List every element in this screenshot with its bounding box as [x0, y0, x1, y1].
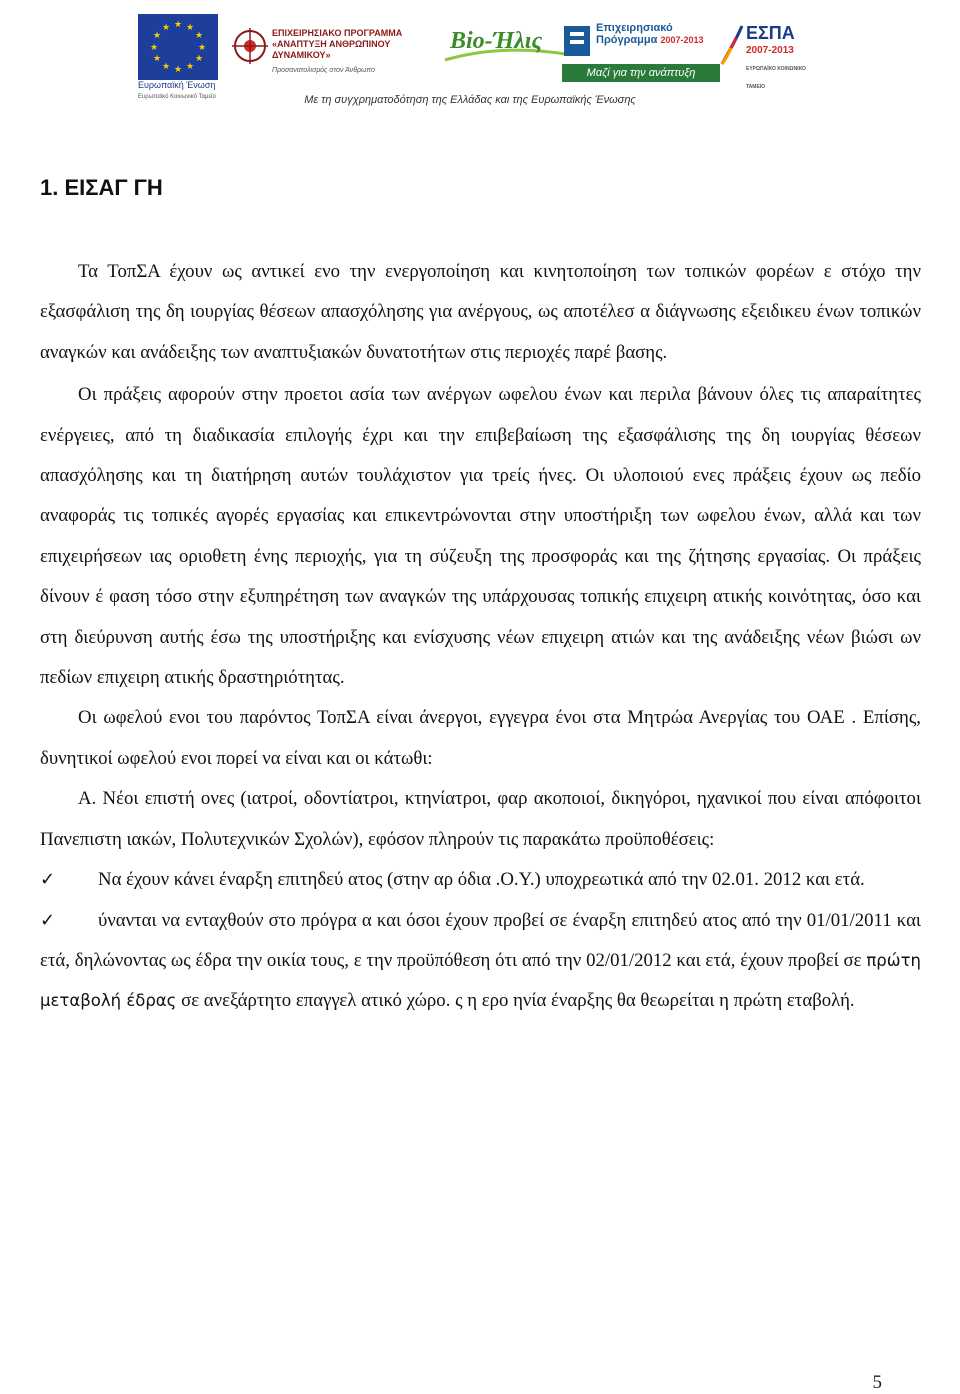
epix-title-text: Επιχειρησιακό Πρόγραμμα [596, 22, 673, 46]
svg-text:★: ★ [194, 54, 204, 64]
checklist-item-2-emphasis: πρώτη μεταβολή έδρας [40, 950, 921, 1011]
espa-title [746, 24, 810, 96]
svg-text:★: ★ [197, 43, 207, 53]
svg-text:★: ★ [149, 43, 159, 53]
op-title-text: ΕΠΙΧΕΙΡΗΣΙΑΚΟ ΠΡΟΓΡΑΜΜΑ «ΑΝΑΠΤΥΞΗ ΑΝΘΡΩΠΙΝΟΥ ΔΥΝΑΜΙΚΟΥ» [272, 28, 403, 60]
cofinancing-caption: Με τη συγχρηματοδότηση της Ελλάδας και της Ευρωπαϊκής Ένωσης [304, 94, 636, 106]
checklist-item-2 [40, 901, 921, 1022]
header-logos [130, 8, 810, 114]
bio-ilis-text: Bio-Ήλις [450, 28, 543, 54]
espa-years: 2007-2013 [746, 45, 794, 56]
checkmark-icon: ✓ [40, 869, 56, 891]
checklist-item-2-text: ύνανται να ενταχθούν στο πρόγρα α και όσοι έχουν προβεί σε έναρξη επιτηδεύ ατος από την 01/01/2011 και ετά, δηλώνοντας ως έδρα την οικία τους, ε την προϋπόθεση ότι από την 02/01/2012 και ετά, έχουν προβεί σε [40, 909, 921, 971]
espa-title-text: ΕΣΠΑ [746, 23, 795, 43]
svg-text:★: ★ [161, 62, 171, 72]
epix-years: 2007-2013 [660, 35, 704, 45]
paragraph-2: Οι πράξεις αφορούν στην προετοι ασία των ανέργων ωφελου ένων και περιλα βάνουν όλες τις απαραίτητες ενέργειες, από τη διαδικασία επιλογής έχρι και την επιβεβαίωση της εξασφάλισης της δη ιουργίας θέσεων απασχόλησης και τη διατήρηση αυτών τουλάχιστον για τρείς ήνες. Οι υλοποιού ενες πράξεις έχουν ως πεδίο αναφοράς τις τοπικές αγορές εργασίας και επικεντρώνονται στην υποστήριξη των ωφελου ένων, αλλά και των επιχειρήσεων ιας οριοθετη ένης περιοχής, για τη σύζευξη της προσφοράς και της ζήτησης εργασίας. Οι πράξεις δίνουν έ φαση τόσο στην εξυπηρέτηση των αναγκών της υπάρχουσας τοπικής επιχειρη ατικής κοινότητας, όσο και στη διεύρυνση αυτής έσω της υποστήριξης και ενίσχυσης νέων επιχειρη ατιών και της ανάδειξης νέων βιώσι ων πεδίων επιχειρη ατικής δραστηριότητας. [40, 384, 921, 689]
op-title [272, 28, 447, 76]
epix-banner: Μαζί για την ανάπτυξη [562, 64, 720, 82]
eu-caption [138, 80, 248, 102]
paragraph-1: Τα ΤοπΣΑ έχουν ως αντικεί ενο την ενεργοποίηση και κινητοποίηση των τοπικών φορέων ε στόχο την εξασφάλιση της δη ιουργίας θέσεων απασχόλησης για ανέργους, ως αποτέλεσ α διάγνωσης εξειδικευ ένων τοπικών αναγκών και ανάδειξης των αναπτυξιακών δυνατοτήτων στις περιοχές παρέ βασης. [40, 261, 921, 363]
svg-text:★: ★ [152, 54, 162, 64]
svg-text:★: ★ [161, 23, 171, 33]
page-number: 5 [872, 1372, 882, 1393]
paragraph-3: Οι ωφελού ενοι του παρόντος ΤοπΣΑ είναι άνεργοι, εγγεγρα ένοι στα Μητρώα Ανεργίας του ΟΑΕ . Επίσης, δυνητικοί ωφελού ενοι πορεί να είναι και οι κάτωθι: [40, 707, 921, 769]
svg-text:★: ★ [173, 65, 183, 75]
svg-text:★: ★ [185, 62, 195, 72]
op-logo [230, 22, 445, 82]
paragraph-4: Α. Νέοι επιστή ονες (ιατροί, οδοντίατροι, κτηνίατροι, φαρ ακοποιοί, δικηγόροι, ηχανικοί που είναι απόφοιτοι Πανεπιστη ιακών, Πολυτεχνικών Σχολών), εφόσον πληρούν τις παρακάτω προϋποθέσεις: [40, 788, 921, 850]
bio-ilis-logo [440, 24, 570, 68]
eu-subcaption-text: Ευρωπαϊκό Κοινωνικό Ταμείο [138, 94, 216, 100]
checklist-item-1 [40, 860, 921, 900]
epix-title [596, 22, 721, 46]
eu-caption-text: Ευρωπαϊκή Ένωση [138, 80, 216, 90]
svg-text:★: ★ [185, 23, 195, 33]
op-tagline: Προσανατολισμός στον Άνθρωπο [272, 67, 375, 74]
checklist-item-2-text-end: σε ανεξάρτητο επαγγελ ατικό χώρο. ς η ερο ηνία έναρξης θα θεωρείται η πρώτη εταβολή. [181, 990, 855, 1012]
espa-logo [720, 18, 810, 88]
body-text [40, 252, 921, 1022]
section-heading: 1. ΕΙΣΑΓ ΓΗ [40, 175, 163, 200]
svg-text:★: ★ [173, 20, 183, 30]
svg-text:★: ★ [152, 31, 162, 41]
svg-text:★: ★ [194, 31, 204, 41]
espa-fund: ΕΥΡΩΠΑΪΚΟ ΚΟΙΝΩΝΙΚΟ ΤΑΜΕΙΟ [746, 66, 806, 90]
checkmark-icon: ✓ [40, 909, 56, 931]
checklist-item-1-text: Να έχουν κάνει έναρξη επιτηδεύ ατος (στην αρ όδια .Ο.Υ.) υποχρεωτικά από την 02.01. 2012 και ετά. [98, 869, 865, 891]
eu-flag-logo [138, 14, 218, 80]
epixeirisiako-logo [562, 18, 722, 84]
